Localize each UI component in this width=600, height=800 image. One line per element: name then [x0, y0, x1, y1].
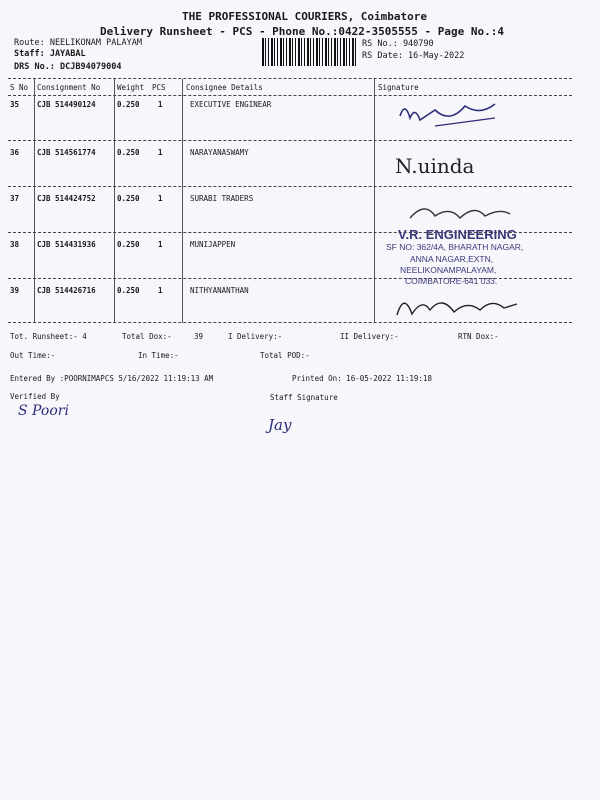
route: Route: NEELIKONAM PALAYAM: [14, 38, 142, 48]
table-bottom-divider: [8, 322, 572, 323]
col-line: [182, 79, 183, 323]
row-sno: 35: [10, 100, 20, 109]
printed-on: Printed On: 16-05-2022 11:19:18: [292, 374, 432, 383]
stamp-address-2: ANNA NAGAR,EXTN,: [410, 254, 494, 264]
company-name: THE PROFESSIONAL COURIERS, Coimbatore: [182, 10, 428, 23]
row-consignee: NARAYANASWAMY: [190, 148, 249, 157]
col-header-sno: S No: [10, 83, 29, 92]
tot-runsheet: Tot. Runsheet:- 4: [10, 332, 87, 341]
stamp-address-4: COIMBATORE-641 033.: [405, 276, 498, 286]
col-header-consignee: Consignee Details: [186, 83, 263, 92]
row-consignment: CJB 514426716: [37, 286, 96, 295]
row-consignee: MUNIJAPPEN: [190, 240, 236, 249]
row-consignment: CJB 514490124: [37, 100, 96, 109]
row-consignment: CJB 514431936: [37, 240, 96, 249]
out-time: Out Time:-: [10, 351, 56, 360]
total-dox-label: Total Dox:-: [122, 332, 172, 341]
rs-date: RS Date: 16-May-2022: [362, 51, 465, 61]
stamp-company: V.R. ENGINEERING: [398, 227, 517, 242]
row-consignee: EXECUTIVE ENGINEAR: [190, 100, 272, 109]
signature-row35: [395, 96, 505, 134]
row-sno: 38: [10, 240, 20, 249]
row-pcs: 1: [158, 100, 163, 109]
staff: Staff: JAYABAL: [14, 49, 86, 59]
col-header-weight: Weight: [117, 83, 145, 92]
i-delivery: I Delivery:-: [228, 332, 283, 341]
row-weight: 0.250: [117, 240, 140, 249]
rs-number: RS No.: 940790: [362, 39, 434, 49]
row-consignee: NITHYANANTHAN: [190, 286, 249, 295]
row-sno: 36: [10, 148, 20, 157]
table-top-divider: [8, 78, 572, 79]
col-line: [34, 79, 35, 323]
col-header-signature: Signature: [378, 83, 419, 92]
row-consignment: CJB 514424752: [37, 194, 96, 203]
signature-row37: [405, 196, 515, 226]
row-pcs: 1: [158, 148, 163, 157]
signature-row39: [392, 290, 522, 320]
row-pcs: 1: [158, 240, 163, 249]
staff-signature-label: Staff Signature: [270, 393, 338, 402]
row-weight: 0.250: [117, 194, 140, 203]
row-pcs: 1: [158, 194, 163, 203]
row-sno: 39: [10, 286, 20, 295]
rtn-dox: RTN Dox:-: [458, 332, 499, 341]
row-weight: 0.250: [117, 148, 140, 157]
row-consignment: CJB 514561774: [37, 148, 96, 157]
col-header-pcs: PCS: [152, 83, 166, 92]
row-weight: 0.250: [117, 286, 140, 295]
entered-by: Entered By :POORNIMAPCS 5/16/2022 11:19:13 AM: [10, 374, 214, 383]
row-pcs: 1: [158, 286, 163, 295]
barcode: [262, 38, 358, 66]
col-line: [114, 79, 115, 323]
stamp-address-3: NEELIKONAMPALAYAM,: [400, 265, 497, 275]
staff-signature: Jay: [268, 416, 292, 434]
row-sno: 37: [10, 194, 20, 203]
signature-row36: N.uinda: [395, 154, 475, 178]
row-consignee: SURABI TRADERS: [190, 194, 254, 203]
row-divider: [8, 186, 572, 187]
total-dox-value: 39: [194, 332, 204, 341]
total-pod: Total POD:-: [260, 351, 310, 360]
drs-number: DRS No.: DCJB94079004: [14, 62, 122, 72]
row-weight: 0.250: [117, 100, 140, 109]
verified-by: Verified By: [10, 392, 60, 401]
col-header-consignment: Consignment No: [37, 83, 101, 92]
ii-delivery: II Delivery:-: [340, 332, 399, 341]
col-line: [374, 79, 375, 323]
row-divider: [8, 140, 572, 141]
stamp-address-1: SF NO: 362/4A, BHARATH NAGAR,: [386, 242, 524, 252]
verifier-signature: S Poori: [18, 403, 69, 419]
runsheet-subtitle: Delivery Runsheet - PCS - Phone No.:0422-3505555 - Page No.:4: [100, 25, 504, 38]
in-time: In Time:-: [138, 351, 179, 360]
